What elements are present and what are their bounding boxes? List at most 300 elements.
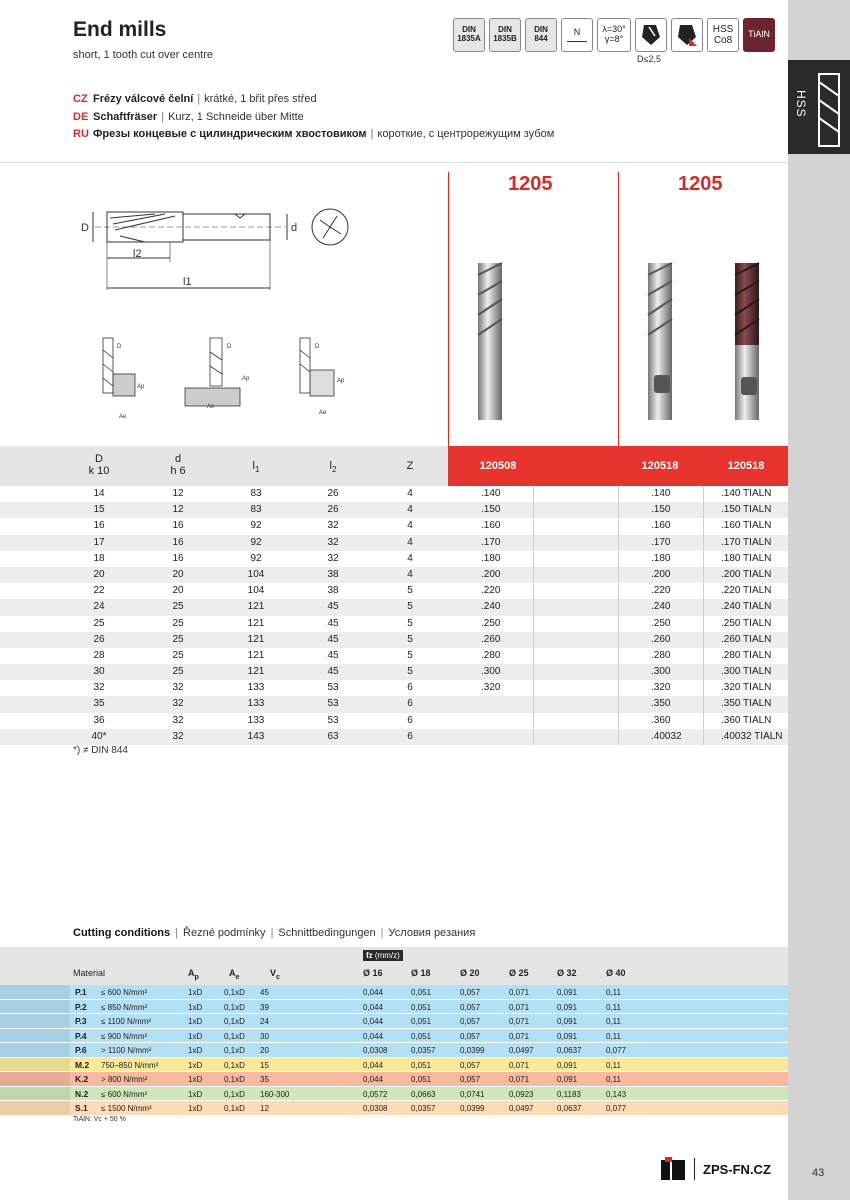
helix-angle-badge: λ=30° γ=8°	[597, 18, 631, 52]
company-logo	[660, 1157, 771, 1181]
svg-text:Ap: Ap	[242, 376, 250, 382]
dimensions-table	[0, 486, 788, 745]
cell-spec: > 800 N/mm²	[101, 1075, 148, 1084]
cell-spec: 750–850 N/mm²	[101, 1060, 159, 1070]
cell-order-code: .250	[651, 617, 671, 629]
col-separator	[533, 486, 534, 745]
cutting-direction-icon	[671, 18, 703, 52]
col-material: Material	[73, 968, 106, 978]
cutting-row	[0, 1014, 788, 1029]
lang-ru: RU Фрезы концевые с цилиндрическим хвостовиком | короткие, с центрорежущим зубом	[73, 128, 555, 140]
cell-d: 35	[93, 698, 105, 710]
cell-order-code: .200 TIALN	[721, 568, 772, 580]
lang-de: DE Schaftfräser | Kurz, 1 Schneide über Mitte	[73, 110, 304, 123]
cell-order-code: .240	[481, 601, 501, 613]
category-tab	[788, 60, 850, 154]
din-844-badge: DIN 844	[525, 18, 557, 52]
cell-z: 4	[407, 552, 413, 564]
cell-fz: 0,051	[411, 1017, 432, 1026]
cell-d: 20	[172, 585, 184, 597]
cell-fz: 0,091	[557, 988, 578, 997]
cell-fz: 0,044	[363, 1017, 384, 1026]
tool-image-hss	[470, 255, 510, 425]
cell-l1: 104	[247, 568, 265, 580]
col-d25: Ø 25	[509, 968, 529, 978]
svg-text:l2: l2	[133, 248, 142, 260]
cell-z: 4	[407, 536, 413, 548]
cell-order-code: .260	[481, 633, 501, 645]
cell-ap: 1xD	[188, 1031, 203, 1041]
col-separator	[618, 486, 619, 745]
category-label: HSS	[794, 90, 808, 118]
col-l2: $l_2$	[329, 460, 337, 475]
cell-d: 14	[93, 488, 105, 499]
table-row	[0, 680, 788, 696]
din-1835a-badge: DIN 1835A	[453, 18, 485, 52]
material-group-stripe	[0, 1058, 70, 1072]
cell-order-code: .350	[651, 698, 671, 710]
cell-l1: 143	[247, 730, 265, 742]
cell-fz: 0,0399	[460, 1104, 485, 1113]
material-group-stripe	[0, 1101, 70, 1115]
cell-d: 26	[93, 633, 105, 645]
machining-diagrams	[95, 330, 385, 425]
cell-d: 24	[93, 601, 105, 613]
cutting-row	[0, 1043, 788, 1058]
cell-vc: 35	[260, 1075, 269, 1084]
col-d40: Ø 40	[606, 968, 626, 978]
cell-ap: 1xD	[188, 1046, 203, 1055]
cell-d: 16	[172, 536, 184, 548]
cell-l1: 92	[250, 552, 262, 564]
cell-order-code: .170	[481, 536, 501, 548]
cell-fz: 0,11	[606, 1060, 621, 1070]
cell-l1: 104	[247, 585, 265, 597]
cell-l2: 63	[327, 730, 339, 742]
cell-l2: 32	[327, 520, 339, 532]
cell-order-code: .300 TIALN	[721, 666, 772, 678]
cell-fz: 0,057	[460, 1075, 481, 1084]
col-separator	[703, 486, 704, 745]
cell-l1: 92	[250, 536, 262, 548]
cell-mat: P.1	[75, 987, 87, 997]
cell-d: 25	[172, 666, 184, 678]
cell-fz: 0,091	[557, 1031, 578, 1041]
cell-l2: 32	[327, 536, 339, 548]
cell-d: 32	[93, 682, 105, 694]
cell-d: 25	[172, 633, 184, 645]
cell-fz: 0,11	[606, 1075, 621, 1084]
cell-l2: 45	[327, 617, 339, 629]
cell-vc: 24	[260, 1017, 269, 1026]
cell-order-code: .180 TIALN	[721, 552, 772, 564]
cell-fz: 0,0637	[557, 1046, 582, 1055]
cell-mat: K.2	[75, 1074, 89, 1084]
cell-l2: 26	[327, 504, 339, 516]
cell-fz: 0,051	[411, 1031, 432, 1041]
cell-d: 12	[172, 504, 184, 516]
cell-fz: 0,071	[509, 1031, 530, 1041]
din-1835b-badge: DIN 1835B	[489, 18, 521, 52]
cutting-conditions-title: Cutting conditions | Řezné podmínky | Schnittbedingungen | Условия резания	[73, 927, 476, 939]
material-group-stripe	[0, 1014, 70, 1028]
cell-order-code: .40032	[651, 730, 682, 742]
cell-l1: 133	[247, 714, 265, 726]
cell-vc: 39	[260, 1002, 269, 1012]
cell-fz: 0,071	[509, 1017, 530, 1026]
col-l1: $l_1$	[252, 460, 260, 475]
cell-l2: 45	[327, 649, 339, 661]
cell-vc: 15	[260, 1060, 269, 1070]
cell-spec: ≤ 600 N/mm²	[101, 1089, 148, 1099]
cell-ae: 0,1xD	[224, 1031, 245, 1041]
cell-d: 30	[93, 666, 105, 678]
language-descriptions	[73, 91, 554, 144]
cell-l1: 83	[250, 504, 262, 516]
cell-spec: ≤ 900 N/mm²	[101, 1031, 148, 1041]
lang-cz: CZ Frézy válcové čelní | krátké, 1 břit přes střed	[73, 93, 317, 105]
table-row	[0, 664, 788, 680]
product-code-right: 1205	[678, 173, 723, 195]
cell-order-code: .200	[651, 568, 671, 580]
cell-z: 6	[407, 682, 413, 694]
cell-z: 4	[407, 504, 413, 516]
cell-order-code: .150	[651, 504, 671, 516]
cell-mat: P.6	[75, 1045, 87, 1055]
svg-text:Ap: Ap	[137, 384, 145, 390]
cell-z: 5	[407, 649, 413, 661]
cell-vc: 20	[260, 1046, 269, 1055]
cell-z: 5	[407, 617, 413, 629]
col-code-120518-b: 120518	[727, 460, 765, 472]
cell-order-code: .160	[481, 520, 501, 532]
cell-fz: 0,077	[606, 1046, 627, 1055]
cell-spec: ≤ 1100 N/mm²	[101, 1017, 152, 1026]
cell-mat: P.3	[75, 1016, 87, 1026]
cutting-row	[0, 1058, 788, 1073]
cell-fz: 0,0357	[411, 1104, 436, 1113]
cell-fz: 0,0399	[460, 1046, 485, 1055]
col-d16: Ø 16	[363, 968, 383, 978]
table-row	[0, 583, 788, 599]
cell-order-code: .150 TIALN	[721, 504, 772, 516]
cell-fz: 0,051	[411, 988, 432, 997]
table-row	[0, 696, 788, 712]
cell-fz: 0,0923	[509, 1089, 534, 1099]
cell-vc: 45	[260, 988, 269, 997]
cutting-table	[0, 985, 788, 1116]
col-d18: Ø 18	[411, 968, 431, 978]
table-row	[0, 616, 788, 632]
cell-order-code: .160 TIALN	[721, 520, 772, 532]
cell-order-code: .180	[651, 552, 671, 564]
cell-order-code: .250 TIALN	[721, 617, 772, 629]
cell-mat: N.2	[75, 1088, 89, 1099]
cell-mat: M.2	[75, 1059, 90, 1070]
cell-d: 20	[172, 568, 184, 580]
cell-l1: 133	[247, 682, 265, 694]
table-row	[0, 632, 788, 648]
col-ap: $A_p$	[188, 968, 199, 981]
material-group-stripe	[0, 1029, 70, 1043]
material-group-stripe	[0, 1043, 70, 1057]
table-row	[0, 729, 788, 745]
product-divider-right	[618, 172, 619, 446]
svg-text:Ae: Ae	[119, 414, 127, 420]
col-code-120518-a: 120518	[641, 460, 679, 472]
cell-fz: 0,057	[460, 1017, 481, 1026]
cell-z: 4	[407, 568, 413, 580]
cell-d: 32	[172, 682, 184, 694]
cell-l2: 32	[327, 552, 339, 564]
cell-z: 4	[407, 488, 413, 499]
cell-fz: 0,044	[363, 1002, 384, 1012]
cell-vc: 30	[260, 1031, 269, 1041]
page-subtitle: short, 1 tooth cut over centre	[73, 49, 214, 61]
cell-order-code: .200	[481, 568, 501, 580]
svg-text:l1: l1	[183, 276, 192, 288]
cell-l2: 53	[327, 714, 339, 726]
col-vc: $V_c$	[270, 968, 280, 981]
cell-order-code: .320 TIALN	[721, 682, 772, 694]
tool-dimension-drawing	[75, 200, 365, 300]
hss-co8-badge: HSS Co8	[707, 18, 739, 52]
material-group-stripe	[0, 1087, 70, 1101]
cell-fz: 0,057	[460, 1002, 481, 1012]
cell-z: 5	[407, 585, 413, 597]
cell-vc: 160-300	[260, 1089, 290, 1099]
cell-mat: S.1	[75, 1103, 88, 1113]
cell-z: 5	[407, 633, 413, 645]
cell-ae: 0,1xD	[224, 1046, 245, 1055]
cell-order-code: .180	[481, 552, 501, 564]
cell-fz: 0,0497	[509, 1046, 534, 1055]
cell-spec: ≤ 1500 N/mm²	[101, 1104, 152, 1113]
cell-order-code: .170 TIALN	[721, 536, 772, 548]
cell-d: 12	[172, 488, 184, 499]
cell-z: 5	[407, 601, 413, 613]
cell-l1: 83	[250, 488, 262, 499]
cell-order-code: .360	[651, 714, 671, 726]
product-code-left: 1205	[508, 173, 553, 195]
cell-fz: 0,071	[509, 1002, 530, 1012]
cell-d: 28	[93, 649, 105, 661]
table-row	[0, 648, 788, 664]
col-d32: Ø 32	[557, 968, 577, 978]
cell-l1: 121	[247, 617, 265, 629]
cell-fz: 0,057	[460, 988, 481, 997]
cutting-row	[0, 1101, 788, 1116]
svg-text:D: D	[227, 344, 232, 350]
cell-ap: 1xD	[188, 1002, 203, 1012]
cell-ae: 0,1xD	[224, 1060, 245, 1070]
table-header	[0, 446, 788, 486]
cell-l2: 38	[327, 585, 339, 597]
cell-l1: 121	[247, 601, 265, 613]
svg-text:Ap: Ap	[337, 378, 345, 384]
cell-order-code: .220 TIALN	[721, 585, 772, 597]
cell-z: 6	[407, 714, 413, 726]
cell-order-code: .260 TIALN	[721, 633, 772, 645]
cell-order-code: .140	[651, 488, 671, 499]
cell-fz: 0,11	[606, 1002, 621, 1012]
cell-order-code: .320	[481, 682, 501, 694]
table-footnote: *) ≠ DIN 844	[73, 745, 128, 756]
material-group-stripe	[0, 1072, 70, 1086]
divider	[0, 162, 788, 163]
cell-fz: 0,091	[557, 1075, 578, 1084]
col-z: Z	[406, 460, 414, 472]
cell-l2: 53	[327, 698, 339, 710]
cell-z: 5	[407, 666, 413, 678]
cell-fz: 0,077	[606, 1104, 627, 1113]
cell-fz: 0,11	[606, 1017, 621, 1026]
svg-text:D: D	[117, 344, 122, 350]
cell-d: 18	[93, 552, 105, 564]
cell-d: 32	[172, 730, 184, 742]
cell-ap: 1xD	[188, 1075, 203, 1084]
cell-l1: 92	[250, 520, 262, 532]
cell-fz: 0,051	[411, 1002, 432, 1012]
cell-order-code: .150	[481, 504, 501, 516]
product-divider-left	[448, 172, 449, 446]
col-d-shank: d h 6	[170, 453, 186, 477]
cell-spec: > 1100 N/mm²	[101, 1046, 152, 1055]
cell-fz: 0,051	[411, 1075, 432, 1084]
cell-z: 6	[407, 698, 413, 710]
cell-l1: 121	[247, 666, 265, 678]
cell-fz: 0,091	[557, 1017, 578, 1026]
table-row	[0, 502, 788, 518]
brand-url: ZPS-FN.CZ	[703, 1161, 771, 1177]
cell-fz: 0,0572	[363, 1089, 388, 1099]
cell-ap: 1xD	[188, 1060, 203, 1070]
cell-ae: 0,1xD	[224, 1089, 245, 1099]
cell-fz: 0,091	[557, 1002, 578, 1012]
logo-divider	[694, 1158, 695, 1180]
cell-order-code: .300	[481, 666, 501, 678]
svg-text:Ae: Ae	[207, 404, 215, 410]
col-code-120508: 120508	[479, 460, 517, 472]
material-group-stripe	[0, 1000, 70, 1014]
cell-order-code: .140	[481, 488, 501, 499]
cell-fz: 0,0308	[363, 1046, 388, 1055]
cell-l1: 133	[247, 698, 265, 710]
page-title: End mills	[73, 18, 167, 41]
cell-fz: 0,057	[460, 1060, 481, 1070]
cell-fz: 0,0497	[509, 1104, 534, 1113]
col-d-outer: D k 10	[88, 453, 110, 477]
cell-l2: 45	[327, 666, 339, 678]
fz-label: fz (mm/z)	[363, 950, 403, 961]
cell-order-code: .320	[651, 682, 671, 694]
cell-fz: 0,044	[363, 1075, 384, 1084]
cell-ap: 1xD	[188, 1104, 203, 1113]
cell-order-code: .350 TIALN	[721, 698, 772, 710]
cell-d: 25	[172, 617, 184, 629]
cell-order-code: .360 TIALN	[721, 714, 772, 726]
cell-ae: 0,1xD	[224, 988, 245, 997]
cell-fz: 0,057	[460, 1031, 481, 1041]
cell-d: 20	[93, 568, 105, 580]
cell-order-code: .140 TIALN	[721, 488, 772, 499]
col-d20: Ø 20	[460, 968, 480, 978]
standards-badges	[453, 18, 775, 52]
cutting-row	[0, 1072, 788, 1087]
table-row	[0, 599, 788, 615]
col-ae: $A_e$	[229, 968, 240, 981]
cell-z: 6	[407, 730, 413, 742]
cell-fz: 0,051	[411, 1060, 432, 1070]
cell-fz: 0,0663	[411, 1089, 436, 1099]
cell-d: 25	[93, 617, 105, 629]
cutting-row	[0, 1087, 788, 1102]
type-n-badge: N	[561, 18, 593, 52]
cell-fz: 0,071	[509, 1075, 530, 1084]
cell-fz: 0,11	[606, 988, 621, 997]
cell-d: 32	[172, 698, 184, 710]
right-sidebar	[788, 0, 850, 1200]
cell-ae: 0,1xD	[224, 1075, 245, 1084]
cell-z: 4	[407, 520, 413, 532]
cell-l2: 53	[327, 682, 339, 694]
cell-fz: 0,071	[509, 988, 530, 997]
end-mill-icon	[816, 72, 842, 148]
cell-order-code: .280	[651, 649, 671, 661]
cell-fz: 0,0308	[363, 1104, 388, 1113]
cell-l2: 26	[327, 488, 339, 499]
center-cut-icon	[635, 18, 667, 52]
table-row	[0, 567, 788, 583]
cell-fz: 0,044	[363, 1060, 384, 1070]
cell-order-code: .240	[651, 601, 671, 613]
cell-order-code: .170	[651, 536, 671, 548]
cell-ae: 0,1xD	[224, 1017, 245, 1026]
cell-order-code: .260	[651, 633, 671, 645]
cutting-row	[0, 1000, 788, 1015]
cell-d: 15	[93, 504, 105, 516]
cell-d: 16	[172, 520, 184, 532]
table-row	[0, 518, 788, 534]
cell-d: 25	[172, 601, 184, 613]
svg-text:d: d	[291, 222, 298, 234]
cell-spec: ≤ 600 N/mm²	[101, 988, 148, 997]
cutting-row	[0, 985, 788, 1000]
tool-image-hss-weldon	[640, 255, 680, 425]
cell-fz: 0,044	[363, 988, 384, 997]
cell-order-code: .160	[651, 520, 671, 532]
cell-d: 22	[93, 585, 105, 597]
cell-order-code: .220	[651, 585, 671, 597]
cell-ap: 1xD	[188, 1017, 203, 1026]
cell-d: 32	[172, 714, 184, 726]
cell-fz: 0,1183	[557, 1089, 581, 1099]
cell-ap: 1xD	[188, 988, 203, 997]
svg-text:D: D	[315, 344, 320, 350]
cell-d: 17	[93, 536, 105, 548]
cell-fz: 0,11	[606, 1031, 621, 1041]
cell-order-code: .240 TIALN	[721, 601, 772, 613]
cell-l1: 121	[247, 633, 265, 645]
cell-ap: 1xD	[188, 1089, 203, 1099]
cell-fz: 0,091	[557, 1060, 578, 1070]
cell-d: 40*	[91, 730, 107, 742]
table-row	[0, 486, 788, 502]
cell-mat: P.4	[75, 1030, 87, 1041]
page-number: 43	[812, 1167, 825, 1179]
cell-order-code: .220	[481, 585, 501, 597]
cell-fz: 0,044	[363, 1031, 384, 1041]
